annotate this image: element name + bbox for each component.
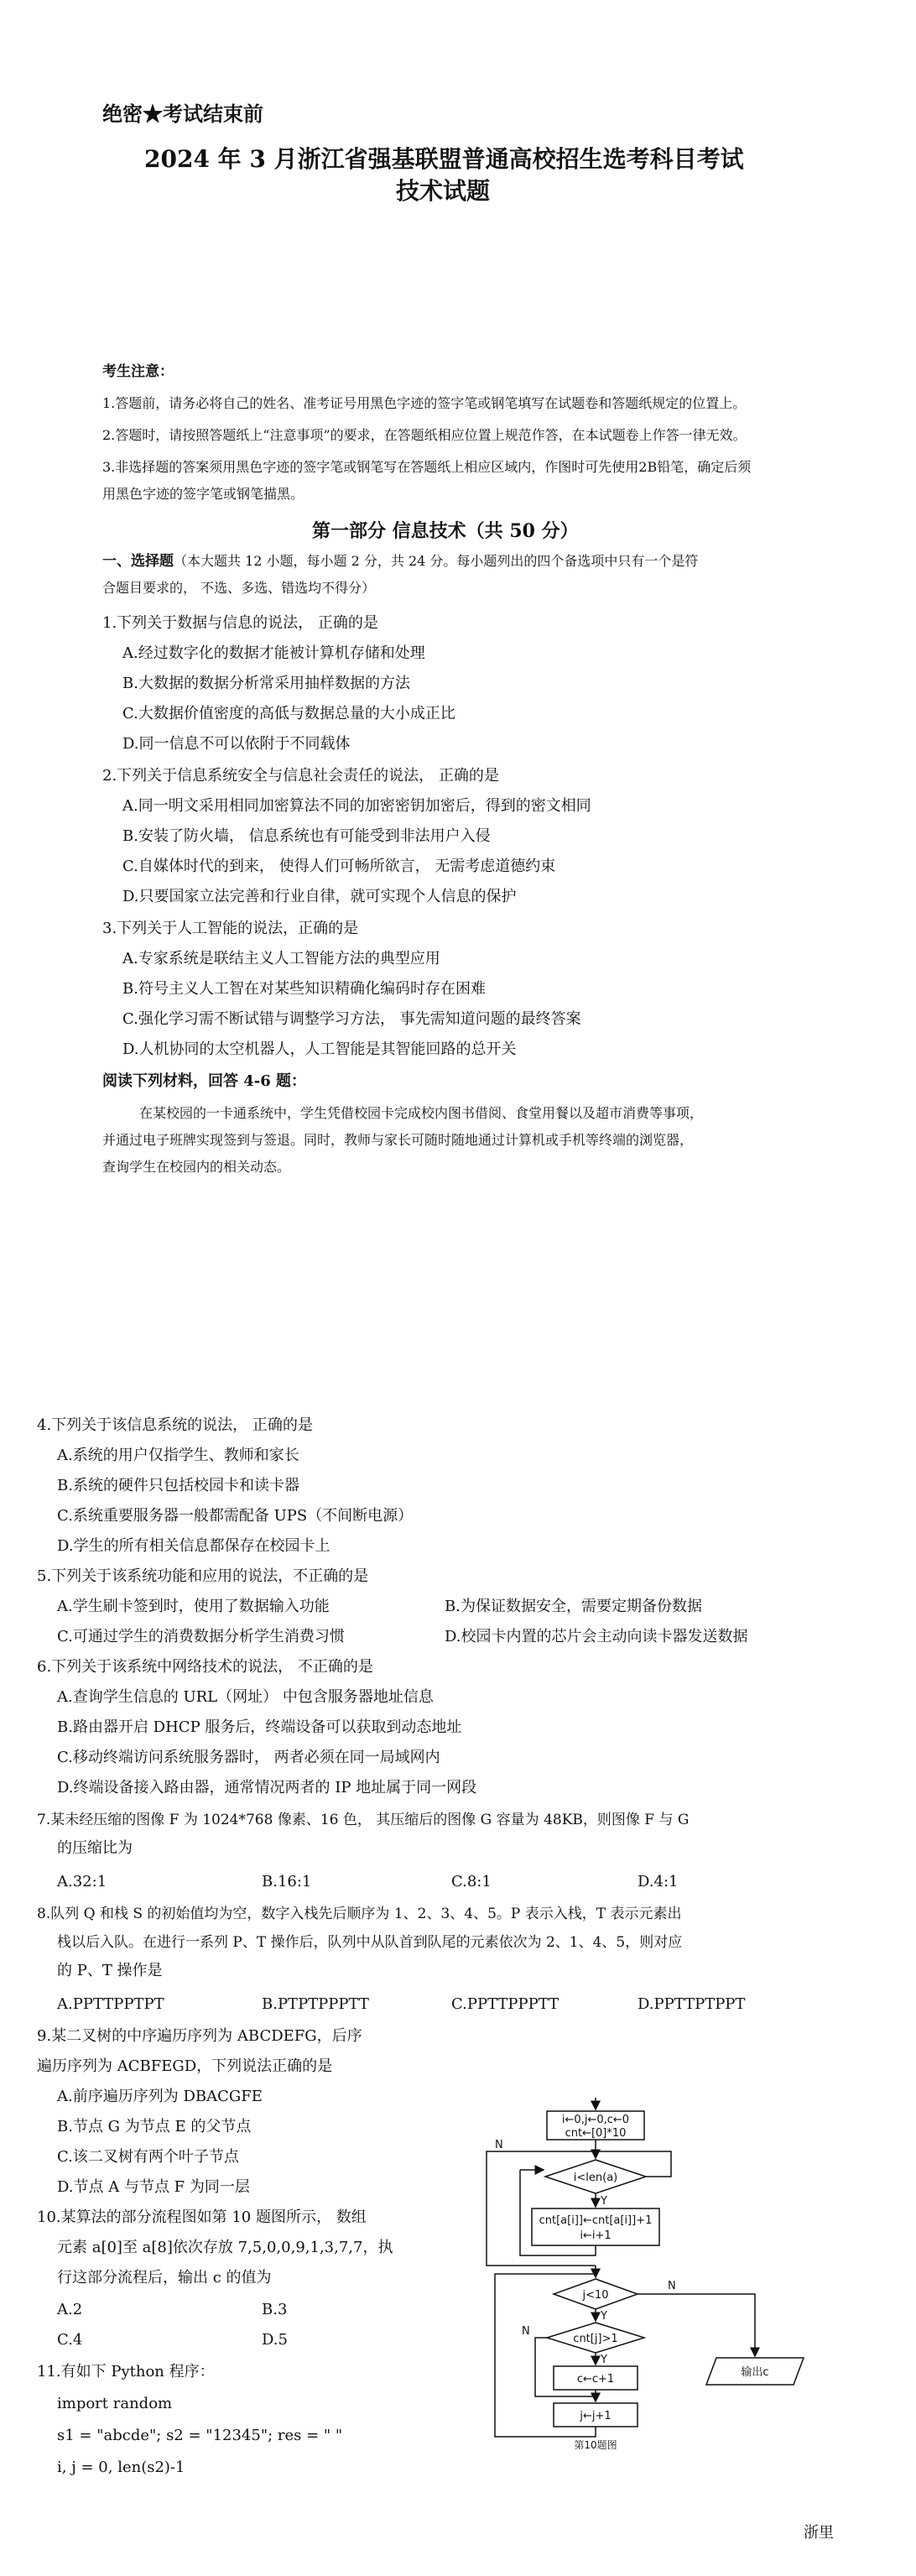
exam-title: 2024 年 3 月浙江省强基联盟普通高校招生选考科目考试 xyxy=(144,145,744,173)
q10-option-c: C.4 xyxy=(57,2331,83,2349)
body2-label: i←i+1 xyxy=(580,2229,612,2242)
q2-option-b: B.安装了防火墙， 信息系统也有可能受到非法用户入侵 xyxy=(122,827,491,845)
notice-item-3a: 3.非选择题的答案须用黑色字迹的签字笔或钢笔写在答题纸上相应区域内，作图时可先使用2B铅笔，确定后须 xyxy=(102,459,752,475)
q3-option-d: D.人机协同的太空机器人，人工智能是其智能回路的总开关 xyxy=(122,1040,517,1058)
q1-option-d: D.同一信息不可以依附于不同载体 xyxy=(122,735,351,753)
yes-label-1: Y xyxy=(601,2195,607,2208)
notice-item-2: 2.答题时，请按照答题纸上“注意事项”的要求，在答题纸相应位置上规范作答，在本试题卷上作答一律无效。 xyxy=(102,427,747,443)
q2-option-a: A.同一明文采用相同加密算法不同的加密密钥加密后，得到的密文相同 xyxy=(122,797,591,815)
q2-stem: 2.下列关于信息系统安全与信息社会责任的说法， 正确的是 xyxy=(102,767,499,785)
q3-option-c: C.强化学习需不断试错与调整学习方法， 事先需知道问题的最终答案 xyxy=(122,1010,581,1028)
q5-option-a: A.学生刷卡签到时，使用了数据输入功能 xyxy=(57,1598,330,1615)
flowchart-caption: 第10题图 xyxy=(574,2439,617,2450)
q10-stem-a: 10.某算法的部分流程图如第 10 题图所示， 数组 xyxy=(37,2208,367,2226)
q8-stem-c: 的 P、T 操作是 xyxy=(57,1962,163,1979)
no-label-1: N xyxy=(495,2139,503,2151)
reading-line-1: 在某校园的一卡通系统中，学生凭借校园卡完成校内图书借阅、食堂用餐以及超市消费等事项， xyxy=(139,1105,704,1121)
exam-subtitle: 技术试题 xyxy=(396,177,491,205)
body1-label: cnt[a[i]]←cnt[a[i]]+1 xyxy=(539,2214,653,2227)
q8-option-b: B.PTPTPPPTT xyxy=(262,1995,369,2013)
reading-line-2: 并通过电子班牌实现签到与签退。同时，教师与家长可随时随地通过计算机或手机等终端的浏览器， xyxy=(102,1132,694,1148)
section-desc-a: （本大题共 12 小题，每小题 2 分，共 24 分。每小题列出的四个备选项中只有一个是符 xyxy=(174,553,699,569)
inc-c-label: c←c+1 xyxy=(576,2373,615,2386)
output-label: 输出c xyxy=(741,2366,769,2379)
notice-item-1: 1.答题前，请务必将自己的姓名、准考证号用黑色字迹的签字笔或钢笔填写在试题卷和答题纸规定的位置上。 xyxy=(102,395,747,411)
yes-label-2: Y xyxy=(601,2310,607,2323)
q8-option-a: A.PPTTPPTPT xyxy=(57,1995,164,2013)
notice-item-3b: 用黑色字迹的签字笔或钢笔描黑。 xyxy=(102,486,304,502)
q1-stem: 1.下列关于数据与信息的说法， 正确的是 xyxy=(102,614,378,632)
q11-stem: 11.有如下 Python 程序： xyxy=(37,2363,215,2380)
part1-title: 第一部分 信息技术（共 50 分） xyxy=(312,520,579,542)
q3-option-b: B.符号主义人工智在对某些知识精确化编码时存在困难 xyxy=(122,980,486,998)
q9-option-a: A.前序遍历序列为 DBACGFE xyxy=(57,2088,263,2105)
cond1-label: i<len(a) xyxy=(573,2172,618,2184)
q8-stem-a: 8.队列 Q 和栈 S 的初始值均为空，数字入栈先后顺序为 1、2、3、4、5。P 表示入栈，T 表示元素出 xyxy=(37,1906,682,1922)
section-header xyxy=(102,550,698,572)
q4-option-c: C.系统重要服务器一般都需配备 UPS（不间断电源） xyxy=(57,1507,414,1525)
section-label: 一、选择题 xyxy=(102,553,174,570)
q8-option-c: C.PPTTPPPTT xyxy=(451,1995,559,2013)
q7-option-b: B.16:1 xyxy=(262,1873,312,1890)
q11-code-line-1: import random xyxy=(57,2395,173,2412)
q1-option-c: C.大数据价值密度的高低与数据总量的大小成正比 xyxy=(122,705,455,722)
q5-option-c: C.可通过学生的消费数据分析学生消费习惯 xyxy=(57,1628,345,1645)
flowchart-q10 xyxy=(470,2098,830,2450)
q6-option-a: A.查询学生信息的 URL（网址） 中包含服务器地址信息 xyxy=(57,1688,434,1706)
q4-stem: 4.下列关于该信息系统的说法， 正确的是 xyxy=(37,1416,313,1434)
q5-stem: 5.下列关于该系统功能和应用的说法，不正确的是 xyxy=(37,1567,369,1585)
q9-option-d: D.节点 A 与节点 F 为同一层 xyxy=(57,2178,250,2196)
q6-option-c: C.移动终端访问系统服务器时， 两者必须在同一局域网内 xyxy=(57,1749,440,1766)
yes-label-3: Y xyxy=(601,2354,607,2366)
q1-option-a: A.经过数字化的数据才能被计算机存储和处理 xyxy=(122,644,425,662)
q11-code-line-2: s1 = "abcde"; s2 = "12345"; res = " " xyxy=(57,2427,343,2444)
q10-option-a: A.2 xyxy=(57,2301,83,2318)
q5-option-b: B.为保证数据安全，需要定期备份数据 xyxy=(445,1598,702,1615)
q5-option-d: D.校园卡内置的芯片会主动向读卡器发送数据 xyxy=(445,1628,748,1645)
q10-option-d: D.5 xyxy=(262,2331,288,2349)
q9-option-b: B.节点 G 为节点 E 的父节点 xyxy=(57,2118,252,2135)
init-label: i←0,j←0,c←0 xyxy=(561,2114,630,2126)
init-label-2: cnt←[0]*10 xyxy=(565,2127,627,2140)
flow-line xyxy=(638,2294,755,2356)
no-label-2: N xyxy=(668,2280,676,2292)
q1-option-b: B.大数据的数据分析常采用抽样数据的方法 xyxy=(122,675,410,692)
notice-heading: 考生注意： xyxy=(102,363,174,380)
q2-option-c: C.自媒体时代的到来， 使得人们可畅所欲言， 无需考虑道德约束 xyxy=(122,858,556,875)
reading-line-3: 查询学生在校园内的相关动态。 xyxy=(102,1159,291,1175)
q10-option-b: B.3 xyxy=(262,2301,288,2318)
secret-label: 绝密★考试结束前 xyxy=(102,102,263,126)
q7-stem-a: 7.某未经压缩的图像 F 为 1024*768 像素、16 色， 其压缩后的图像 G 容量为 48KB，则图像 F 与 G xyxy=(37,1812,690,1828)
inc-j-label: j←j+1 xyxy=(580,2410,612,2422)
q9-option-c: C.该二叉树有两个叶子节点 xyxy=(57,2148,239,2166)
q3-stem: 3.下列关于人工智能的说法，正确的是 xyxy=(102,920,359,937)
q7-option-c: C.8:1 xyxy=(451,1873,492,1890)
q4-option-a: A.系统的用户仅指学生、教师和家长 xyxy=(57,1447,299,1464)
q6-option-b: B.路由器开启 DHCP 服务后，终端设备可以获取到动态地址 xyxy=(57,1718,462,1736)
q9-stem-b: 遍历序列为 ACBFEGD，下列说法正确的是 xyxy=(37,2057,333,2075)
q8-option-d: D.PPTTPTPPT xyxy=(638,1995,746,2013)
q7-option-d: D.4:1 xyxy=(638,1873,679,1890)
q2-option-d: D.只要国家立法完善和行业自律，就可实现个人信息的保护 xyxy=(122,888,517,905)
section-desc-b: 合题目要求的， 不选、多选、错选均不得分） xyxy=(102,580,376,596)
q8-stem-b: 栈以后入队。在进行一系列 P、T 操作后，队列中从队首到队尾的元素依次为 2、1、4、5，则对应 xyxy=(57,1934,683,1951)
q4-option-d: D.学生的所有相关信息都保存在校园卡上 xyxy=(57,1537,330,1555)
q11-code-line-3: i, j = 0, len(s2)-1 xyxy=(57,2459,185,2476)
footer-mark: 浙里 xyxy=(804,2524,834,2542)
q4-option-b: B.系统的硬件只包括校园卡和读卡器 xyxy=(57,1477,299,1494)
reading-heading: 阅读下列材料，回答 4-6 题： xyxy=(102,1072,307,1090)
no-label-3: N xyxy=(522,2325,530,2338)
q6-stem: 6.下列关于该系统中网络技术的说法， 不正确的是 xyxy=(37,1658,373,1676)
cond2-label: j<10 xyxy=(582,2289,609,2302)
q6-option-d: D.终端设备接入路由器，通常情况两者的 IP 地址属于同一网段 xyxy=(57,1779,477,1796)
q7-stem-b: 的压缩比为 xyxy=(57,1839,133,1857)
q9-stem-a: 9.某二叉树的中序遍历序列为 ABCDEFG，后序 xyxy=(37,2027,362,2045)
q7-option-a: A.32:1 xyxy=(57,1873,107,1890)
cond3-label: cnt[j]>1 xyxy=(573,2333,618,2345)
q10-stem-b: 元素 a[0]至 a[8]依次存放 7,5,0,0,9,1,3,7,7，执 xyxy=(57,2239,393,2256)
q10-stem-c: 行这部分流程后，输出 c 的值为 xyxy=(57,2269,272,2287)
q3-option-a: A.专家系统是联结主义人工智能方法的典型应用 xyxy=(122,950,440,967)
